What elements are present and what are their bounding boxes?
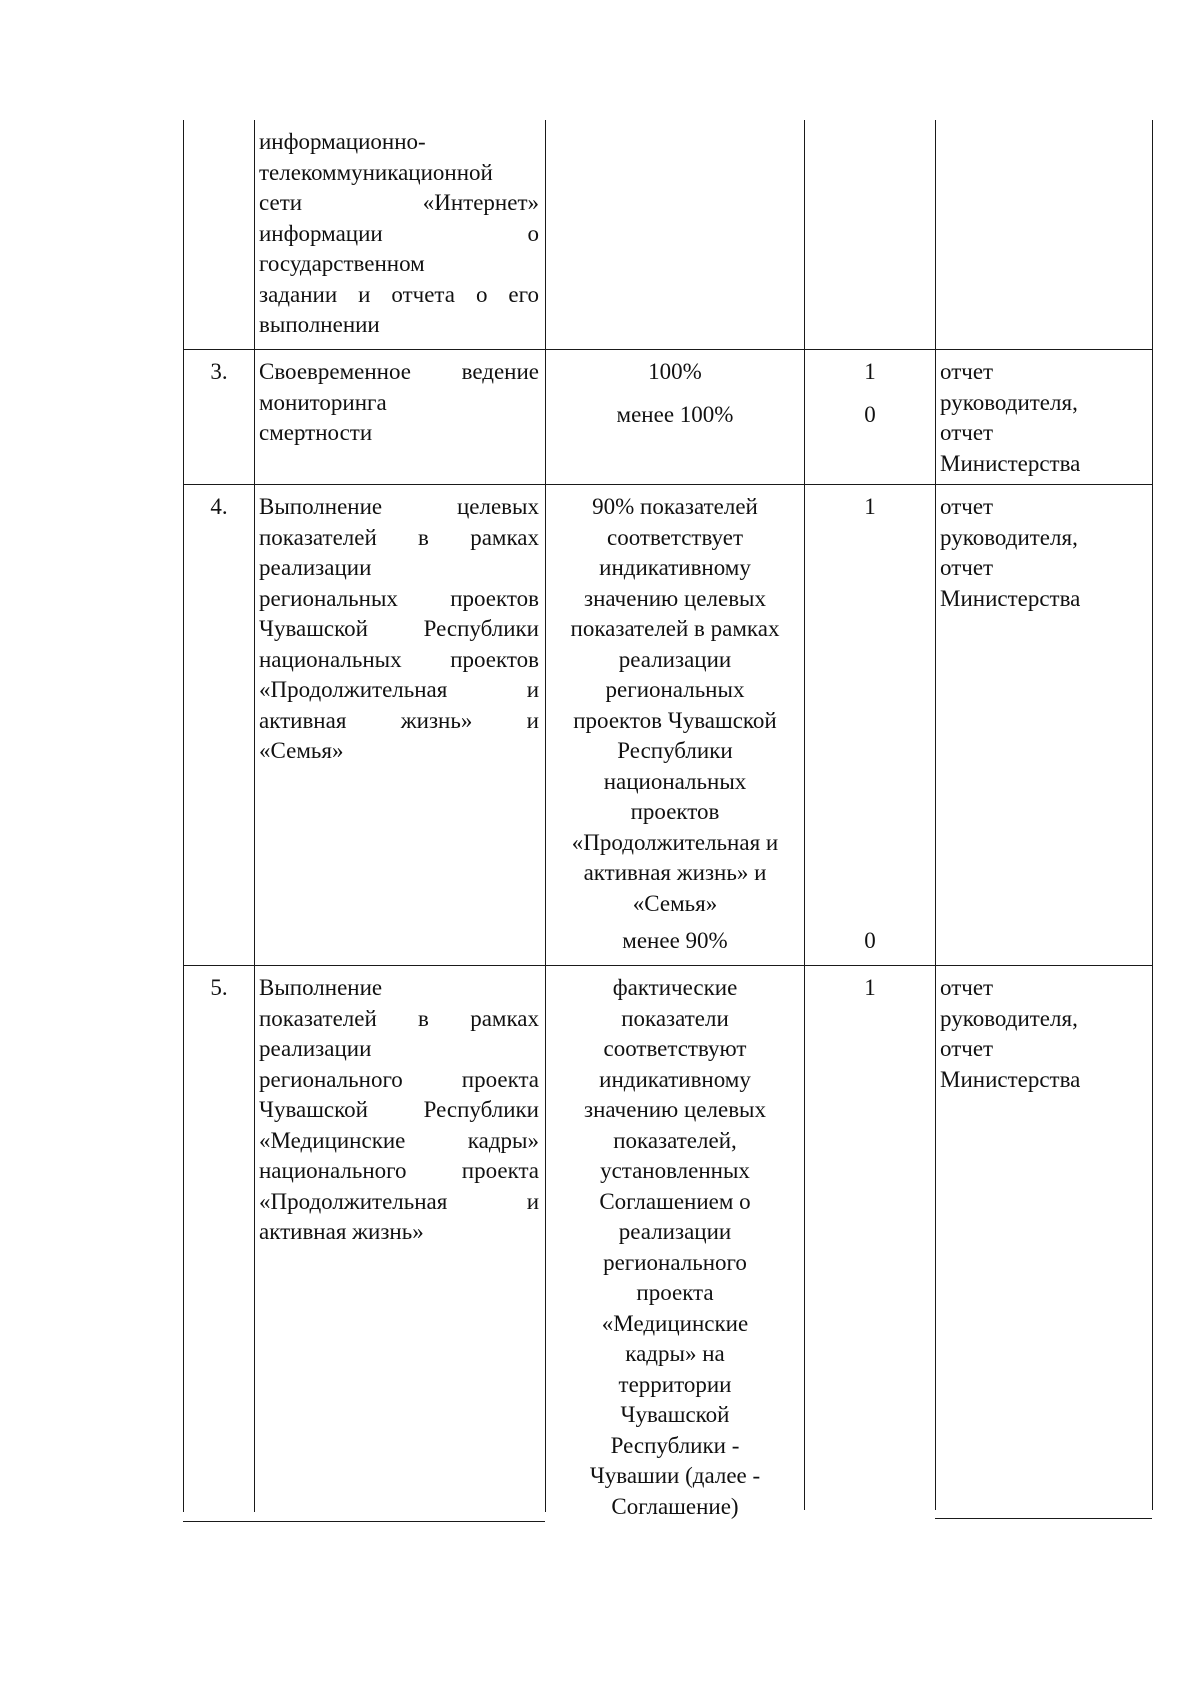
condition-line: проектов [630, 799, 720, 824]
condition-line: Чувашской [620, 1402, 730, 1427]
source-line: Министерства [940, 585, 1081, 611]
source-line: отчет [940, 555, 994, 580]
row-divider-5 [183, 965, 1152, 966]
criterion-line: национального проекта [259, 1158, 539, 1183]
condition-line: «Семья» [632, 890, 718, 916]
condition-line: значению целевых [583, 1097, 767, 1122]
condition-line: показателей в рамках [570, 616, 780, 641]
row-4-condition-1 [546, 492, 804, 919]
table-border-right [1152, 120, 1153, 1510]
criterion-line: мониторинга [259, 389, 387, 415]
criterion-line: Выполнение целевых [259, 494, 539, 519]
criterion-line: смертности [259, 420, 373, 445]
row-divider-4 [183, 484, 1152, 485]
source-line: Министерства [940, 1066, 1081, 1092]
condition-line: Соглашение) [611, 1493, 739, 1519]
condition-line: Чувашии (далее - [589, 1463, 761, 1488]
criterion-line: показателей в рамках [259, 524, 539, 550]
source-line: руководителя, [940, 1005, 1078, 1031]
criterion-line: национальных проектов [259, 646, 539, 672]
condition-line: значению целевых [583, 585, 767, 611]
criterion-line: реализации [259, 1036, 372, 1061]
row-3-score-2: 0 [864, 402, 876, 427]
source-line: отчет [940, 359, 994, 384]
condition-line: «Медицинские [601, 1310, 749, 1336]
table-bottom-right [935, 1518, 1152, 1519]
source-line: отчет [940, 494, 994, 519]
row-4-source [940, 492, 1150, 614]
row-3-criterion [259, 357, 539, 449]
column-divider-condition [804, 120, 805, 1510]
condition-line: Республики - [610, 1432, 740, 1458]
condition-line: установленных [600, 1158, 750, 1183]
criterion-line: «Продолжительная и [259, 677, 539, 702]
condition-line: индикативному [599, 1066, 751, 1092]
row-number: 5. [210, 975, 228, 1000]
criterion-line: сети «Интернет» [259, 190, 539, 215]
criterion-line: задании и отчета о его [259, 281, 539, 307]
condition-line: регионального [603, 1249, 747, 1275]
source-line: отчет [940, 420, 994, 445]
row-4-criterion [259, 492, 539, 767]
row-3-score-1: 1 [864, 359, 876, 384]
source-line: Министерства [940, 450, 1081, 476]
condition-line: соответствует [606, 524, 743, 550]
column-divider-score [935, 120, 936, 1510]
row-5-source [940, 973, 1150, 1095]
condition-line: показателей, [613, 1127, 737, 1153]
criterion-line: телекоммуникационной [259, 159, 493, 185]
criterion-line: Чувашской Республики [259, 1097, 539, 1122]
condition-line: кадры» на [625, 1341, 725, 1366]
row-5-condition-1 [546, 973, 804, 1522]
table-border-left [183, 120, 184, 1512]
row-number: 3. [210, 359, 228, 384]
criterion-line: активная жизнь» [259, 1219, 424, 1244]
condition-line: активная жизнь» и [583, 860, 767, 885]
row-3-source [940, 357, 1150, 479]
criterion-line: информации о [259, 220, 539, 246]
condition-line: реализации [618, 1219, 732, 1244]
source-line: отчет [940, 1036, 994, 1061]
row-4-condition-2: менее 90% [622, 928, 728, 953]
criterion-line: «Медицинские кадры» [259, 1127, 539, 1153]
source-line: отчет [940, 975, 994, 1000]
condition-line: соответствуют [603, 1036, 747, 1061]
criterion-line: выполнении [259, 312, 380, 337]
condition-line: национальных [603, 768, 747, 794]
column-divider-number [254, 120, 255, 1512]
table-bottom-left [183, 1521, 545, 1522]
row-divider-3 [183, 349, 1152, 350]
row-4-score-1: 1 [864, 494, 876, 519]
criterion-line: Выполнение [259, 975, 383, 1000]
condition-line: 90% показателей [592, 494, 758, 519]
condition-line: показатели [621, 1005, 729, 1031]
condition-line: региональных [605, 677, 745, 702]
condition-line: проекта [636, 1280, 714, 1305]
criterion-line: «Продолжительная и [259, 1188, 539, 1214]
criterion-line: Своевременное ведение [259, 359, 539, 384]
criterion-line: активная жизнь» и [259, 707, 539, 733]
condition-line: Соглашением о [599, 1188, 751, 1214]
row-3-condition-2: менее 100% [616, 402, 734, 427]
criterion-line: государственном [259, 251, 425, 276]
criterion-line: информационно- [259, 129, 426, 154]
condition-line: реализации [618, 646, 732, 672]
condition-line: проектов Чувашской [573, 707, 777, 733]
criterion-line: Чувашской Республики [259, 616, 539, 641]
criterion-line: реализации [259, 555, 372, 580]
criterion-line: региональных проектов [259, 585, 539, 611]
continuation-criterion [259, 127, 539, 341]
criterion-line: показателей в рамках [259, 1005, 539, 1031]
criterion-line: регионального проекта [259, 1066, 539, 1092]
condition-line: фактические [612, 975, 738, 1000]
row-3-condition-1: 100% [648, 359, 702, 384]
criterion-line: «Семья» [259, 738, 344, 763]
row-5-criterion [259, 973, 539, 1248]
condition-line: Республики [617, 738, 733, 763]
row-5-score-1: 1 [864, 975, 876, 1000]
row-4-score-2: 0 [864, 928, 876, 953]
condition-line: «Продолжительная и [571, 829, 779, 855]
source-line: руководителя, [940, 389, 1078, 415]
condition-line: территории [618, 1371, 732, 1397]
row-number: 4. [210, 494, 228, 519]
condition-line: индикативному [599, 555, 751, 580]
source-line: руководителя, [940, 524, 1078, 550]
